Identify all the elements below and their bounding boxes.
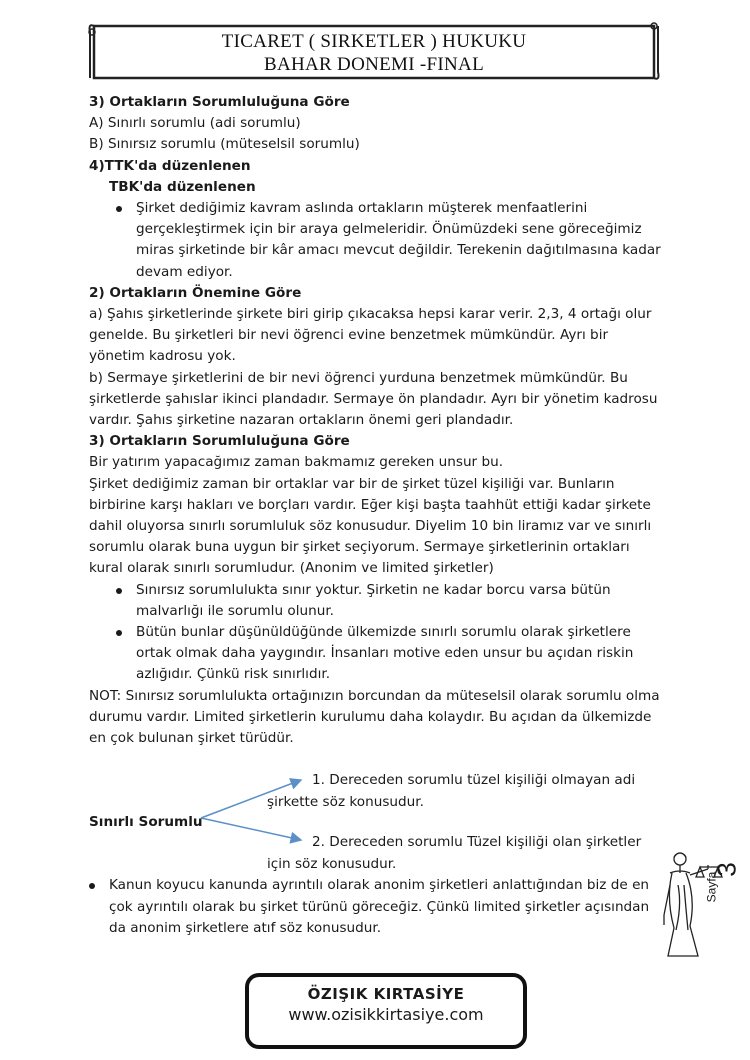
bullet-list [89,580,664,686]
liability-diagram [89,770,664,875]
bullet-list [89,198,664,283]
note-paragraph: NOT: Sınırsız sorumlulukta ortağınızın borcundan da müteselsil olarak sorumlu olma durumu vardır. Limited şirketlerin kurulumu daha kolaydır. Bu açıdan da ülkemizde en çok bulunan şirket türüdür. [89,687,660,747]
text-line: B) Sınırsız sorumlu (müteselsil sorumlu) [89,136,360,153]
notes-body [89,92,664,939]
list-item-text: Kanun koyucu kanunda ayrıntılı olarak anonim şirketleri anlattığından biz de en çok ayrıntılı olarak bu şirket türünü göreceğiz. Çünkü limited şirketler açısından da anonim şirketlere atıf söz konusudur. [109,877,650,936]
section-heading: 2) Ortakların Önemine Göre [89,284,302,301]
page-number [704,860,744,930]
list-item [89,580,664,622]
bullet-icon [116,588,122,594]
diagram-label: Sınırlı Sorumlu [89,814,203,831]
section-subheading: TBK'da düzenlenen [109,178,256,195]
paragraph: b) Sermaye şirketlerini de bir nevi öğrenci yurduna benzetmek mümkündür. Bu şirketlerde şahıslar ikinci plandadır. Sermaye ön plandadır. Ayrı bir yönetim kadrosu vardır. Şahıs şirketine nazaran ortakların önemi geri plandadır. [89,369,658,429]
bullet-icon [116,206,122,212]
list-item-text: Şirket dediğimiz kavram aslında ortakların müşterek menfaatlerini gerçekleştirmek için bir araya gelmeleridir. Önümüzdeki sene göreceğimiz miras şirketinde bir kâr amacı mevcut değildir. Terekenin dağıtılmasına kadar devam ediyor. [136,200,661,280]
document-subtitle: BAHAR DONEMI -FINAL [264,54,484,75]
list-item [62,875,664,939]
list-item [89,622,664,686]
document-title: TICARET ( SIRKETLER ) HUKUKU [221,31,527,52]
page-number-label: Sayfa [704,871,719,903]
footer-website: www.ozisikkirtasiye.com [288,1005,484,1024]
section-heading: 3) Ortakların Sorumluluğuna Göre [89,433,350,450]
text-line: A) Sınırlı sorumlu (adi sorumlu) [89,115,301,132]
bullet-icon [116,630,122,636]
bullet-icon [89,883,95,889]
title-banner [88,22,660,84]
section-heading: 4)TTK'da düzenlenen [89,157,251,174]
footer-stamp [245,973,527,1049]
footer-shop-name: ÖZIŞIK KIRTASİYE [307,985,465,1003]
list-item [89,198,664,283]
section-heading: 3) Ortakların Sorumluluğuna Göre [89,94,350,110]
paragraph: Şirket dediğimiz zaman bir ortaklar var bir de şirket tüzel kişiliği var. Bunların birbirine karşı hakları ve borçları vardır. Eğer kişi başta taahhüt ettiği kadar şirkete dahil oluyorsa sınırlı sorumluluk söz konusudur. Diyelim 10 bin liramız var ve sınırlı sorumlu olarak buna uygun bir şirket seçiyorum. Sermaye şirketlerinin ortakları kural olarak sınırlı sorumludur. (Anonim ve limited şirketler) [89,475,652,577]
page-number-value: 3 [711,862,742,877]
bullet-list [62,875,664,939]
diagram-item-second-degree: 2. Dereceden sorumlu Tüzel kişiliği olan şirketler için söz konusudur. [267,834,642,872]
list-item-text: Bütün bunlar düşünüldüğünde ülkemizde sınırlı sorumlu olarak şirketlere ortak olmak daha yaygındır. İnsanları motive eden unsur bu açıdan riskin azlığıdır. Çünkü risk sınırlıdır. [136,624,634,683]
paragraph: Bir yatırım yapacağımız zaman bakmamız gereken unsur bu. [89,454,504,471]
diagram-item-first-degree: 1. Dereceden sorumlu tüzel kişiliği olmayan adi şirkette söz konusudur. [267,772,636,810]
list-item-text: Sınırsız sorumlulukta sınır yoktur. Şirketin ne kadar borcu varsa bütün malvarlığı ile sorumlu olunur. [136,581,611,619]
paragraph: a) Şahıs şirketlerinde şirkete biri girip çıkacaksa hepsi karar verir. 2,3, 4 ortağı olur genelde. Bu şirketleri bir nevi öğrenci evine benzetmek mümkündür. Ayrı bir yönetim kadrosu yok. [89,306,652,365]
